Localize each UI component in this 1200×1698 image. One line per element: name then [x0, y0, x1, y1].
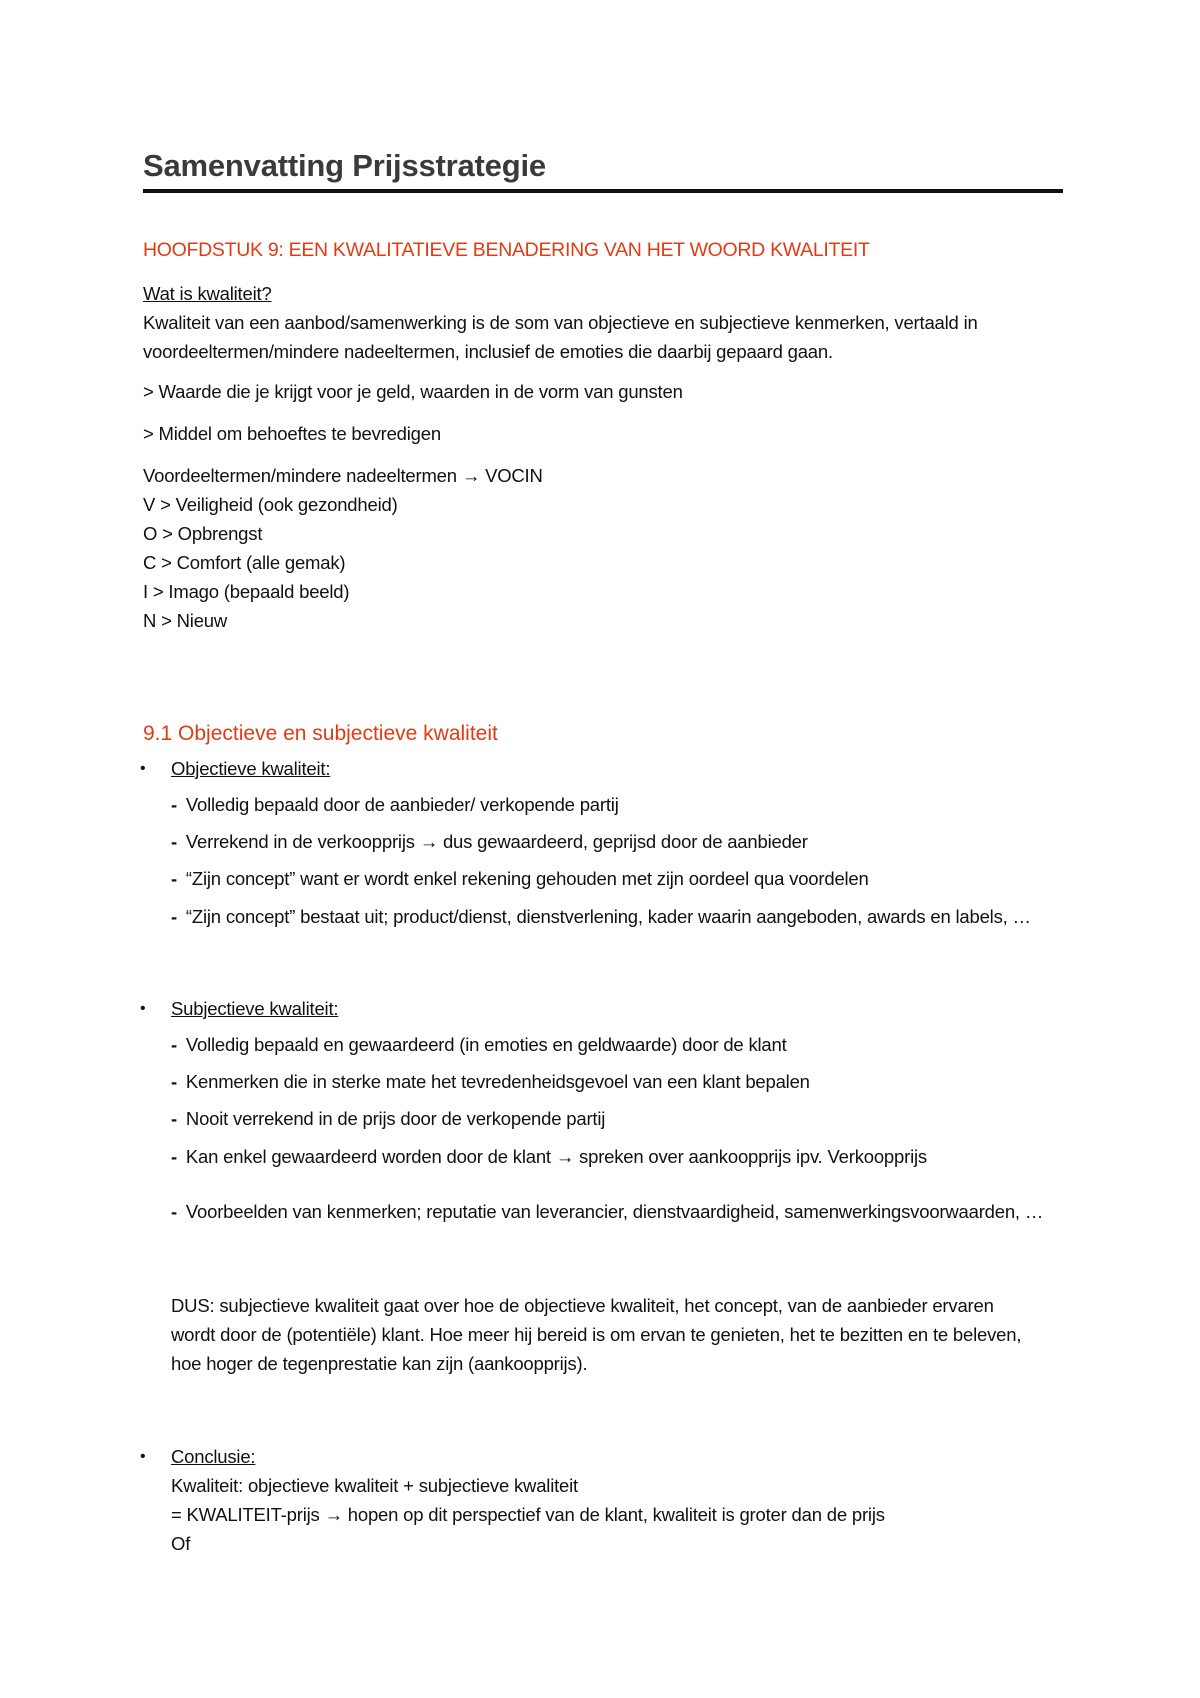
subjective-item — [171, 1069, 810, 1095]
bullet-icon: • — [140, 1000, 146, 1017]
conclusion-text: hopen op dit perspectief van de klant, kwaliteit is groter dan de prijs — [342, 1504, 885, 1525]
dash-icon: - — [171, 1146, 177, 1167]
arrow-icon: → — [461, 465, 481, 486]
subjective-label: Subjectieve kwaliteit: — [171, 998, 339, 1019]
objective-label: Objectieve kwaliteit: — [171, 758, 331, 779]
point-needs: > Middel om behoeftes te bevredigen — [143, 423, 441, 444]
point-value: > Waarde die je krijgt voor je geld, waarden in de vorm van gunsten — [143, 381, 683, 402]
bullet-icon: • — [140, 1448, 146, 1465]
subjective-item-text: spreken over aankoopprijs ipv. Verkoopprijs — [574, 1146, 927, 1167]
document-title: Samenvatting Prijsstrategie — [143, 148, 546, 183]
dus-line-3: hoe hoger de tegenprestatie kan zijn (aankoopprijs). — [171, 1353, 588, 1374]
objective-item — [171, 866, 869, 892]
chapter-heading: HOOFDSTUK 9: EEN KWALITATIEVE BENADERING VAN HET WOORD KWALITEIT — [143, 239, 870, 261]
dash-icon: - — [171, 831, 177, 852]
vocin-item-c: C > Comfort (alle gemak) — [143, 552, 346, 573]
title-underline — [143, 189, 1063, 193]
subjective-item — [171, 1199, 1043, 1225]
subjective-item-text: Voorbeelden van kenmerken; reputatie van leverancier, dienstvaardigheid, samenwerkingsvoorwaarden, … — [180, 1201, 1044, 1222]
arrow-icon: → — [419, 831, 439, 852]
objective-item-text: Verrekend in de verkoopprijs — [180, 831, 420, 852]
conclusion-line-3: Of — [171, 1533, 191, 1554]
subjective-item — [171, 1032, 787, 1058]
vocin-item-i: I > Imago (bepaald beeld) — [143, 581, 350, 602]
vocin-intro-text: Voordeeltermen/mindere nadeeltermen — [143, 465, 462, 486]
dash-icon: - — [171, 868, 177, 889]
dash-icon: - — [171, 794, 177, 815]
vocin-item-n: N > Nieuw — [143, 610, 228, 631]
vocin-item-v: V > Veiligheid (ook gezondheid) — [143, 494, 398, 515]
arrow-icon: → — [324, 1504, 343, 1525]
conclusion-text: = KWALITEIT-prijs — [171, 1504, 325, 1525]
subjective-item-text: Volledig bepaald en gewaardeerd (in emoties en geldwaarde) door de klant — [180, 1034, 787, 1055]
question-heading: Wat is kwaliteit? — [143, 283, 272, 304]
vocin-item-o: O > Opbrengst — [143, 523, 263, 544]
dus-line-2: wordt door de (potentiële) klant. Hoe meer hij bereid is om ervan te genieten, het te bezitten en te beleven, — [171, 1324, 1022, 1345]
subjective-item — [171, 1144, 927, 1170]
definition-line-2: voordeeltermen/mindere nadeeltermen, inclusief de emoties die daarbij gepaard gaan. — [143, 341, 833, 362]
objective-item — [171, 792, 619, 818]
conclusion-label: Conclusie: — [171, 1446, 256, 1467]
objective-item — [171, 829, 808, 855]
vocin-intro — [143, 463, 543, 489]
arrow-icon: → — [555, 1146, 575, 1167]
section-heading: 9.1 Objectieve en subjectieve kwaliteit — [143, 722, 498, 745]
subjective-item-text: Nooit verrekend in de prijs door de verkopende partij — [180, 1108, 606, 1129]
dash-icon: - — [171, 906, 177, 927]
dus-line-1: DUS: subjectieve kwaliteit gaat over hoe de objectieve kwaliteit, het concept, van de aanbieder ervaren — [171, 1295, 994, 1316]
subjective-item — [171, 1106, 605, 1132]
objective-item-text: “Zijn concept” bestaat uit; product/dienst, dienstverlening, kader waarin aangeboden, awards en labels, … — [180, 906, 1031, 927]
subjective-item-text: Kan enkel gewaardeerd worden door de klant — [180, 1146, 556, 1167]
dash-icon: - — [171, 1108, 177, 1129]
dash-icon: - — [171, 1034, 177, 1055]
objective-item-text: “Zijn concept” want er wordt enkel rekening gehouden met zijn oordeel qua voordelen — [180, 868, 869, 889]
objective-item-text: Volledig bepaald door de aanbieder/ verkopende partij — [180, 794, 619, 815]
subjective-item-text: Kenmerken die in sterke mate het tevredenheidsgevoel van een klant bepalen — [180, 1071, 810, 1092]
definition-line-1: Kwaliteit van een aanbod/samenwerking is de som van objectieve en subjectieve kenmerken, vertaald in — [143, 312, 978, 333]
conclusion-line-1: Kwaliteit: objectieve kwaliteit + subjectieve kwaliteit — [171, 1475, 578, 1496]
objective-item — [171, 904, 1031, 930]
dash-icon: - — [171, 1201, 177, 1222]
objective-item-text: dus gewaardeerd, geprijsd door de aanbieder — [438, 831, 808, 852]
conclusion-line-2 — [171, 1502, 885, 1528]
dash-icon: - — [171, 1071, 177, 1092]
vocin-label: VOCIN — [480, 465, 543, 486]
bullet-icon: • — [140, 760, 146, 777]
